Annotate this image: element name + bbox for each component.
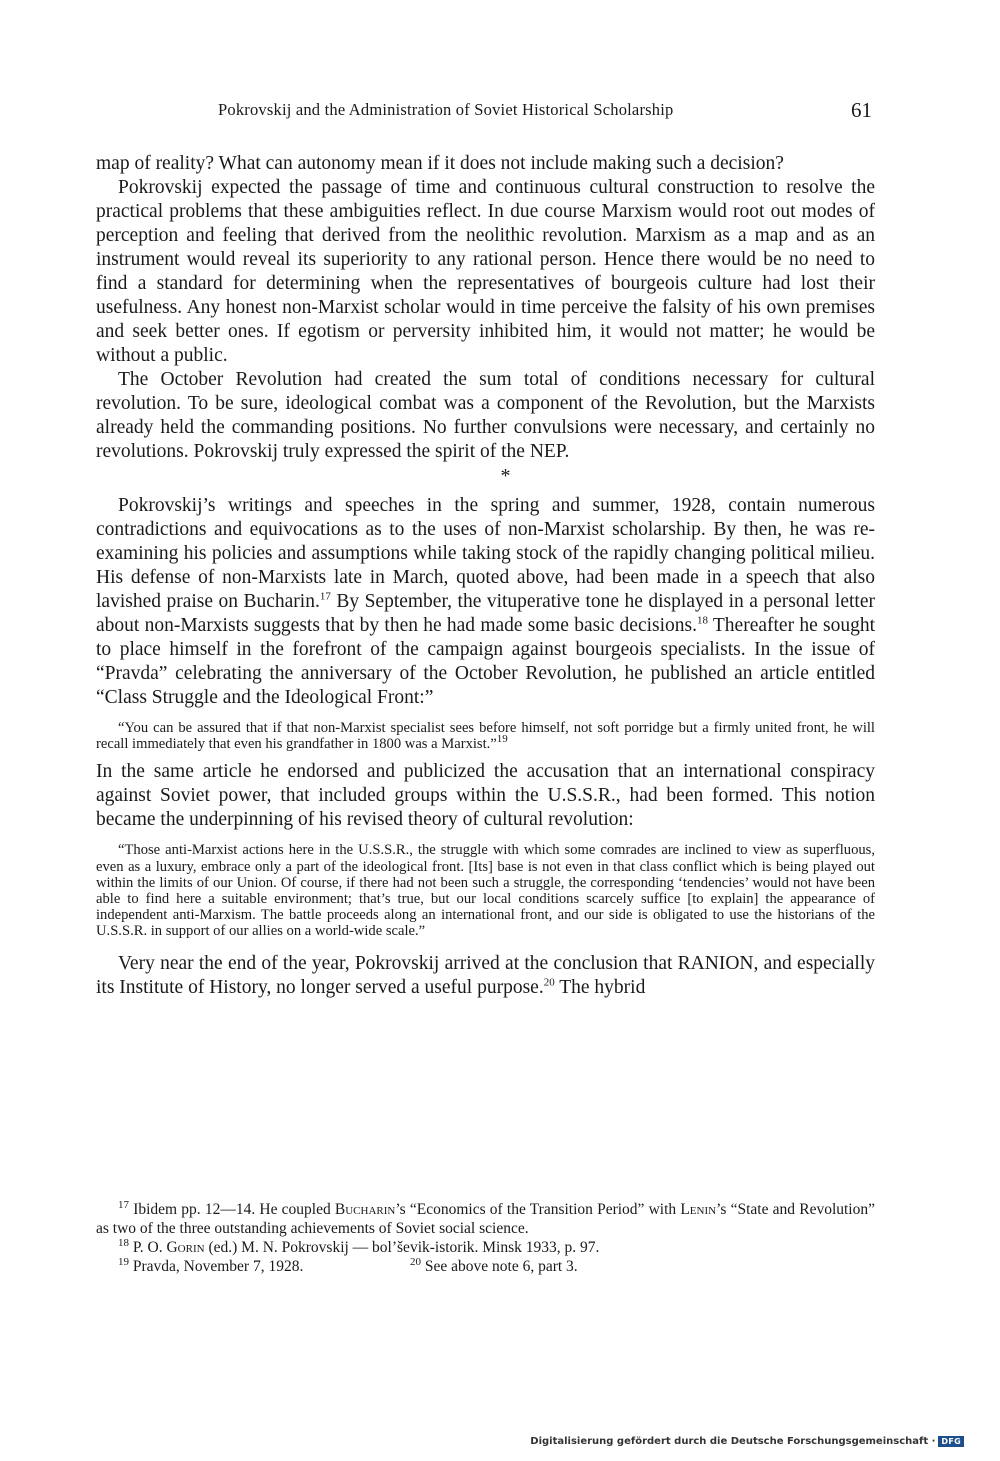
paragraph-text: The hybrid [554,976,646,998]
footnote-text: (ed.) M. N. Pokrovskij — bol’ševik-istorik. Minsk 1933, p. 97. [204,1239,600,1256]
footnotes [96,1200,875,1276]
paragraph: Pokrovskij expected the passage of time and continuous cultural construction to resolve the practical problems that these ambiguities reflect. In due course Marxism would root out modes of perception and feeling that derived from the neolithic revolution. Marxism as a map and as an instrument would reveal its superiority to any rational person. Hence there would be no need to find a standard for determining when the representatives of bourgeois culture had lost their usefulness. Any honest non-Marxist scholar would in time perceive the falsity of his own premises and seek better ones. If egotism or perversity inhibited him, it would not matter; he would be without a public. [96,177,875,366]
footnote-18 [96,1238,875,1257]
footnote-text: Ibidem pp. 12—14. He coupled [133,1201,335,1218]
author-name: Bucharin [334,1201,396,1218]
footnote-text: Pravda, November 7, 1928. [132,1258,304,1275]
block-quote [96,842,875,939]
paragraph [96,952,875,1000]
quote-text: “Those anti-Marxist actions here in the U.S.S.R., the struggle with which some comrades are inclined to view as superfluous, even as a luxury, embrace only a part of the ideological front. [Its] base is not even in that class conflict which is being played out within the limits of our Union. Of course, if there had not been such a struggle, the corresponding ‘tendencies’ would not have been able to find here a suitable environment; that’s true, but our local conditions scarcely suffice [to explain] the appearance of independent anti-Marxism. The battle proceeds along an international front, and our side is obligated to use the historians of the U.S.S.R. in support of our allies on a world-wide scale.” [96,842,875,940]
paragraph: map of reality? What can autonomy mean if it does not include making such a decision? [96,153,784,174]
body-text [96,152,875,1000]
footnote-row [96,1257,875,1276]
digitization-credit [530,1436,964,1447]
running-header [96,100,876,126]
paragraph-text: Thereafter he sought to place himself in the forefront of the campaign against bourgeois specialists. In the issue of “Pravda” celebrating the anniversary of the October Revolution, he published an article entitled “Class Struggle and the Ideological Front:” [96,615,875,708]
footnote-number: 18 [118,1236,129,1249]
paragraph-text: Pokrovskij’s writings and speeches in the spring and summer, 1928, contain numerous contradictions and equivocations as to the uses of non-Marxist scholarship. By then, he was re-examining his policies and assumptions while taking stock of the rapidly changing political milieu. His defense of non-Marxists late in March, quoted above, had been made in a speech that also lavished praise on Bucharin. [96,495,875,612]
footnote-text: See above note 6, part 3. [424,1258,578,1275]
footnote-number: 20 [410,1255,421,1268]
paragraph-text: By September, the vituperative tone he displayed in a personal letter about non-Marxists suggests that by then he had made some basic decisions. [96,591,875,636]
block-quote [96,720,875,752]
paragraph [96,494,875,710]
footnote-number: 19 [118,1255,129,1268]
footnote-19 [118,1257,410,1276]
footnote-ref: 19 [496,733,508,746]
footnote-text: P. O. [132,1239,167,1256]
footnote-number: 17 [118,1198,129,1211]
footnote-ref: 18 [696,614,708,627]
dfg-logo: DFG [938,1436,964,1447]
page-number: 61 [851,98,872,122]
footnote-text: ’s “State and Revolution” as two of the three outstanding achievements of Soviet social science. [96,1201,875,1237]
running-title: Pokrovskij and the Administration of Soviet Historical Scholarship [218,100,674,119]
section-break: * [500,465,511,487]
paragraph: The October Revolution had created the sum total of conditions necessary for cultural revolution. To be sure, ideological combat was a component of the Revolution, but the Marxists already held the commanding positions. No further convulsions were necessary, and certainly no revolutions. Pokrovskij truly expressed the spirit of the NEP. [96,369,875,462]
page [96,0,876,1461]
author-name: Gorin [166,1239,205,1256]
paragraph-text: Very near the end of the year, Pokrovskij arrived at the conclusion that RANION, and especially its Institute of History, no longer served a useful purpose. [96,952,875,998]
footnote-text: ’s “Economics of the Transition Period” with [395,1201,681,1218]
footnote-17 [96,1200,875,1238]
quote-text [96,720,875,752]
footnote-ref: 17 [319,590,331,603]
paragraph: In the same article he endorsed and publicized the accusation that an international conspiracy against Soviet power, that included groups within the U.S.S.R., had been formed. This notion became the underpinning of his revised theory of cultural revolution: [96,761,875,831]
credit-text: Digitalisierung gefördert durch die Deutsche Forschungsgemeinschaft · [530,1436,936,1447]
footnote-20 [410,1257,578,1276]
quote-body: “You can be assured that if that non-Marxist specialist sees before himself, not soft porridge but a firmly united front, he will recall immediately that even his grandfather in 1800 was a Marxist.” [96,720,875,753]
footnote-ref: 20 [543,976,555,989]
author-name: Lenin [680,1201,717,1218]
